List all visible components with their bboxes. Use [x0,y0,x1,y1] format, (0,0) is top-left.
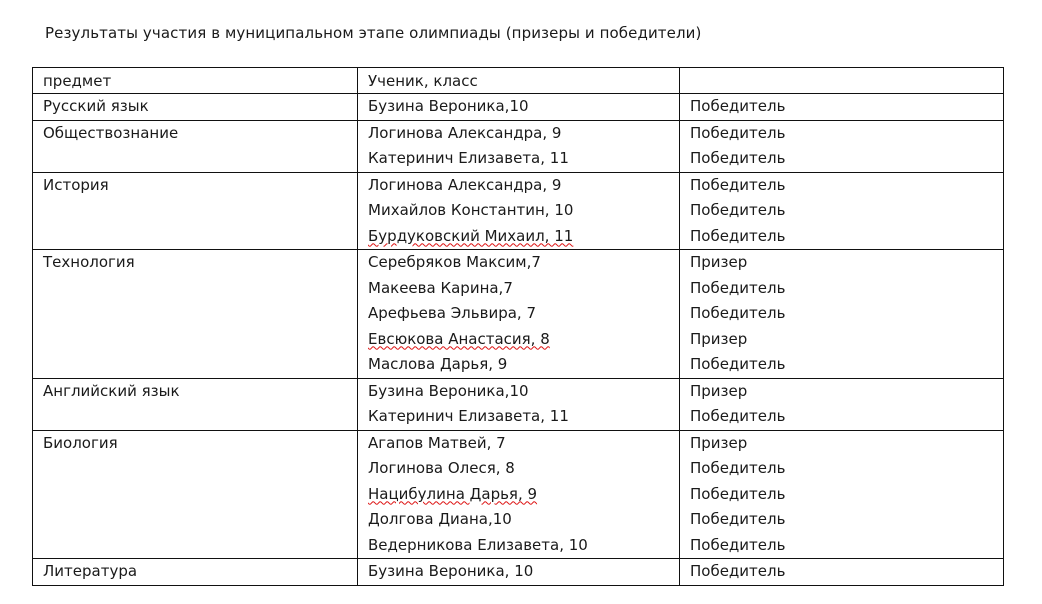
result-text: Победитель [690,304,786,322]
result-cell [680,430,1004,559]
result-text: Победитель [690,278,786,297]
table-row [33,120,1004,172]
student-name: Катеринич Елизавета, 11 [368,149,569,167]
student-name: Агапов Матвей, 7 [368,433,506,452]
student-cell [358,172,680,250]
student-cell [358,250,680,379]
subject-cell [33,378,358,430]
result-cell [680,120,1004,172]
student-name: Евсюкова Анастасия, 8 [368,329,550,348]
result-text: Призер [690,433,748,452]
result-cell [680,559,1004,586]
subject-name: Английский язык [43,381,180,400]
subject-cell [33,120,358,172]
student-name: Ведерникова Елизавета, 10 [368,535,588,554]
result-text: Победитель [690,175,786,194]
result-text: Победитель [690,459,786,477]
student-name: Логинова Олеся, 8 [368,459,515,477]
document-title: Результаты участия в муниципальном этапе олимпиады (призеры и победители) [45,24,702,42]
subject-name: История [43,175,109,194]
header-result [680,68,1004,94]
result-text: Призер [690,381,748,400]
subject-name: Литература [43,562,138,580]
result-cell [680,378,1004,430]
table-row [33,172,1004,250]
table-row [33,250,1004,379]
result-text: Победитель [690,355,786,373]
student-cell [358,94,680,121]
result-text: Победитель [690,123,786,142]
student-name: Логинова Александра, 9 [368,175,562,194]
subject-cell [33,172,358,250]
subject-cell [33,250,358,379]
subject-cell [33,94,358,121]
subject-cell [33,430,358,559]
header-student: Ученик, класс [358,68,680,94]
table-row [33,378,1004,430]
student-name: Долгова Диана,10 [368,510,512,528]
result-text: Победитель [690,535,786,554]
student-name: Макеева Карина,7 [368,278,513,297]
result-text: Победитель [690,97,786,115]
student-cell [358,120,680,172]
subject-name: Технология [43,253,135,271]
student-name: Катеринич Елизавета, 11 [368,407,569,425]
result-cell [680,250,1004,379]
result-text: Победитель [690,510,786,528]
result-text: Победитель [690,562,786,580]
subject-name: Биология [43,433,118,452]
student-name: Бурдуковский Михаил, 11 [368,226,574,245]
subject-name: Русский язык [43,97,149,115]
table-header-row [33,68,1004,94]
result-text: Победитель [690,484,786,503]
student-name: Нацибулина Дарья, 9 [368,484,538,503]
student-name: Бузина Вероника,10 [368,381,529,400]
result-text: Победитель [690,226,786,245]
table-row [33,430,1004,559]
student-name: Маслова Дарья, 9 [368,355,508,373]
subject-name: Обществознание [43,123,179,142]
table-row [33,94,1004,121]
result-text: Победитель [690,407,786,425]
student-name: Бузина Вероника,10 [368,97,529,115]
result-text: Призер [690,329,748,348]
result-cell [680,94,1004,121]
student-cell [358,430,680,559]
student-name: Серебряков Максим,7 [368,253,541,271]
student-name: Арефьева Эльвира, 7 [368,304,536,322]
subject-cell [33,559,358,586]
result-text: Победитель [690,201,786,219]
result-text: Призер [690,253,748,271]
result-text: Победитель [690,149,786,167]
student-name: Логинова Александра, 9 [368,123,562,142]
table-row [33,559,1004,586]
results-table [32,67,1004,586]
student-cell [358,559,680,586]
student-name: Бузина Вероника, 10 [368,562,534,580]
student-cell [358,378,680,430]
result-cell [680,172,1004,250]
header-subject: предмет [33,68,358,94]
student-name: Михайлов Константин, 10 [368,201,574,219]
